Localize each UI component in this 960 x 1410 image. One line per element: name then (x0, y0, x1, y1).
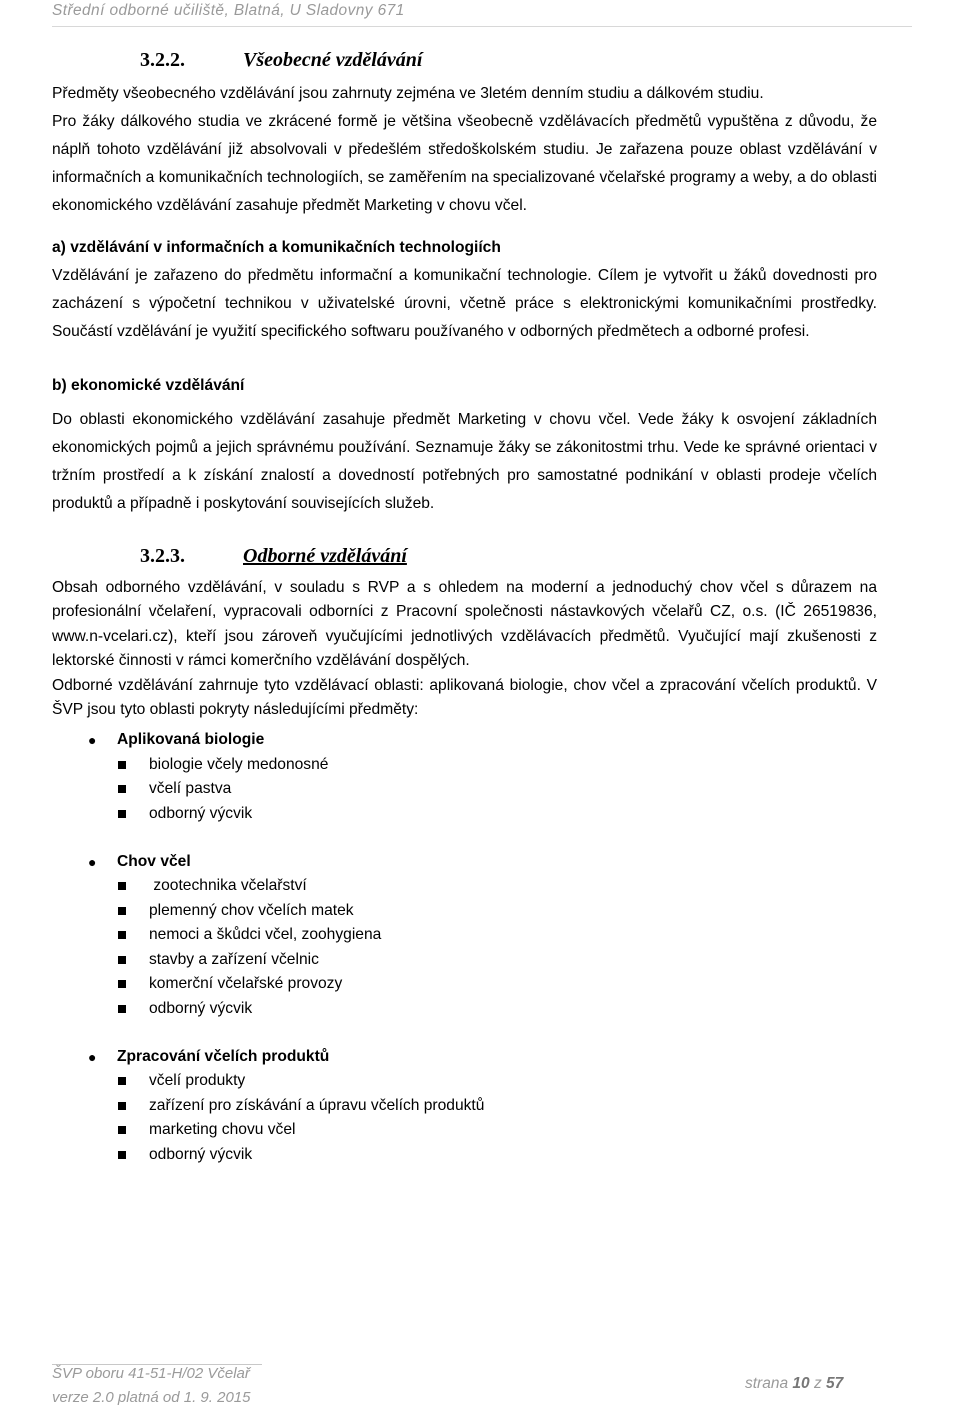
subject-list (52, 728, 877, 1167)
paragraph: Vzdělávání je zařazeno do předmětu informační a komunikační technologie. Cílem je vytvořit u žáků dovednosti pro zacházení s výpočetní technikou v uživatelské úrovni, včetně práce s elektronickými komunikačními prostředky. Součástí vzdělávání je využití specifického softwaru používaného v odborných předmětech a odborné profesi. (52, 267, 877, 340)
bullet-icon: ● (88, 732, 97, 749)
list-item-group (52, 728, 877, 850)
paragraph: Odborné vzdělávání zahrnuje tyto vzdělávací oblasti: aplikovaná biologie, chov včel a zpracování včelích produktů. V ŠVP jsou tyto oblasti pokryty následujícími předměty: (52, 676, 877, 719)
footer-document-info (52, 1362, 250, 1410)
list-item: včelí produkty (52, 1069, 877, 1093)
header-divider (52, 26, 912, 27)
section-title: Odborné vzdělávání (243, 545, 407, 567)
square-bullet-icon (118, 1077, 126, 1085)
list-item-group (52, 850, 877, 1045)
list-item: komerční včelařské provozy (52, 972, 877, 996)
bullet-icon: ● (88, 1048, 97, 1065)
list-item: odborný výcvik (52, 802, 877, 826)
page-number: strana 10 z 57 (745, 1375, 844, 1392)
group-label: Zpracování včelích produktů (117, 1047, 330, 1065)
paragraph: Pro žáky dálkového studia ve zkrácené formě je většina všeobecně vzdělávacích předmětů vypuštěna z důvodu, že náplň tohoto vzdělávání již absolvovali v předešlém středoškolském studiu. Je zařazena pouze oblast vzdělávání v informačních a komunikačních technologiích, se zaměřením na specializované včelařské programy a weby, a do oblasti ekonomického vzdělávání zasahuje předmět Marketing v chovu včel. (52, 113, 877, 214)
subheading-economics: b) ekonomické vzdělávání (52, 377, 245, 394)
square-bullet-icon (118, 882, 126, 890)
list-item: odborný výcvik (52, 997, 877, 1021)
list-item: zootechnika včelařství (52, 874, 877, 898)
square-bullet-icon (118, 980, 126, 988)
square-bullet-icon (118, 956, 126, 964)
list-item: plemenný chov včelích matek (52, 899, 877, 923)
section-heading-vocational (140, 542, 877, 570)
square-bullet-icon (118, 810, 126, 818)
square-bullet-icon (118, 1151, 126, 1159)
page-content (52, 46, 877, 1167)
list-item: včelí pastva (52, 777, 877, 801)
sub-list (52, 874, 877, 1020)
page-header: Střední odborné učiliště, Blatná, U Sladovny 671 (52, 2, 405, 19)
list-item: marketing chovu včel (52, 1118, 877, 1142)
section-number: 3.2.3. (140, 545, 185, 567)
paragraph: Do oblasti ekonomického vzdělávání zasahuje předmět Marketing v chovu včel. Vede žáky k osvojení základních ekonomických pojmů a jejich správnému používání. Seznamuje žáky se zákonitostmi trhu. Vede ke správné orientaci v tržním prostředí a k získání znalostí a dovedností potřebných pro samostatné podnikání v oblasti prodeje včelích produktů a případně i poskytování souvisejících služeb. (52, 411, 877, 512)
square-bullet-icon (118, 761, 126, 769)
square-bullet-icon (118, 1005, 126, 1013)
subheading-ict: a) vzdělávání v informačních a komunikačních technologiích (52, 239, 501, 256)
sub-list (52, 753, 877, 826)
bullet-icon: ● (88, 854, 97, 871)
list-item: odborný výcvik (52, 1143, 877, 1167)
sub-list (52, 1069, 877, 1167)
list-item-group (52, 1045, 877, 1167)
footer-program: ŠVP oboru 41-51-H/02 Včelař (52, 1365, 250, 1382)
list-item: stavby a zařízení včelnic (52, 948, 877, 972)
footer-version: verze 2.0 platná od 1. 9. 2015 (52, 1389, 251, 1406)
paragraph: Obsah odborného vzdělávání, v souladu s RVP a s ohledem na moderní a jednoduchý chov včel s důrazem na profesionální včelaření, vypracovali odborníci z Pracovní společnosti nástavkových včelařů CZ, o.s. (IČ 26519836, www.n-vcelari.cz), kteří jsou zároveň vyučujícími jednotlivých vzdělávacích předmětů. Vyučující mají zkušenosti z lektorské činnosti v rámci komerčního vzdělávání dospělých. (52, 579, 877, 670)
paragraph: Předměty všeobecného vzdělávání jsou zahrnuty zejména ve 3letém denním studiu a dálkovém studiu. (52, 85, 764, 102)
square-bullet-icon (118, 931, 126, 939)
square-bullet-icon (118, 1126, 126, 1134)
square-bullet-icon (118, 907, 126, 915)
group-label: Chov včel (117, 853, 191, 871)
section-title: Všeobecné vzdělávání (243, 49, 423, 71)
list-item: nemoci a škůdci včel, zoohygiena (52, 923, 877, 947)
square-bullet-icon (118, 785, 126, 793)
square-bullet-icon (118, 1102, 126, 1110)
group-label: Aplikovaná biologie (117, 731, 265, 749)
list-item: biologie včely medonosné (52, 753, 877, 777)
section-number: 3.2.2. (140, 49, 185, 71)
section-heading-general (140, 46, 877, 74)
list-item: zařízení pro získávání a úpravu včelích produktů (52, 1094, 877, 1118)
